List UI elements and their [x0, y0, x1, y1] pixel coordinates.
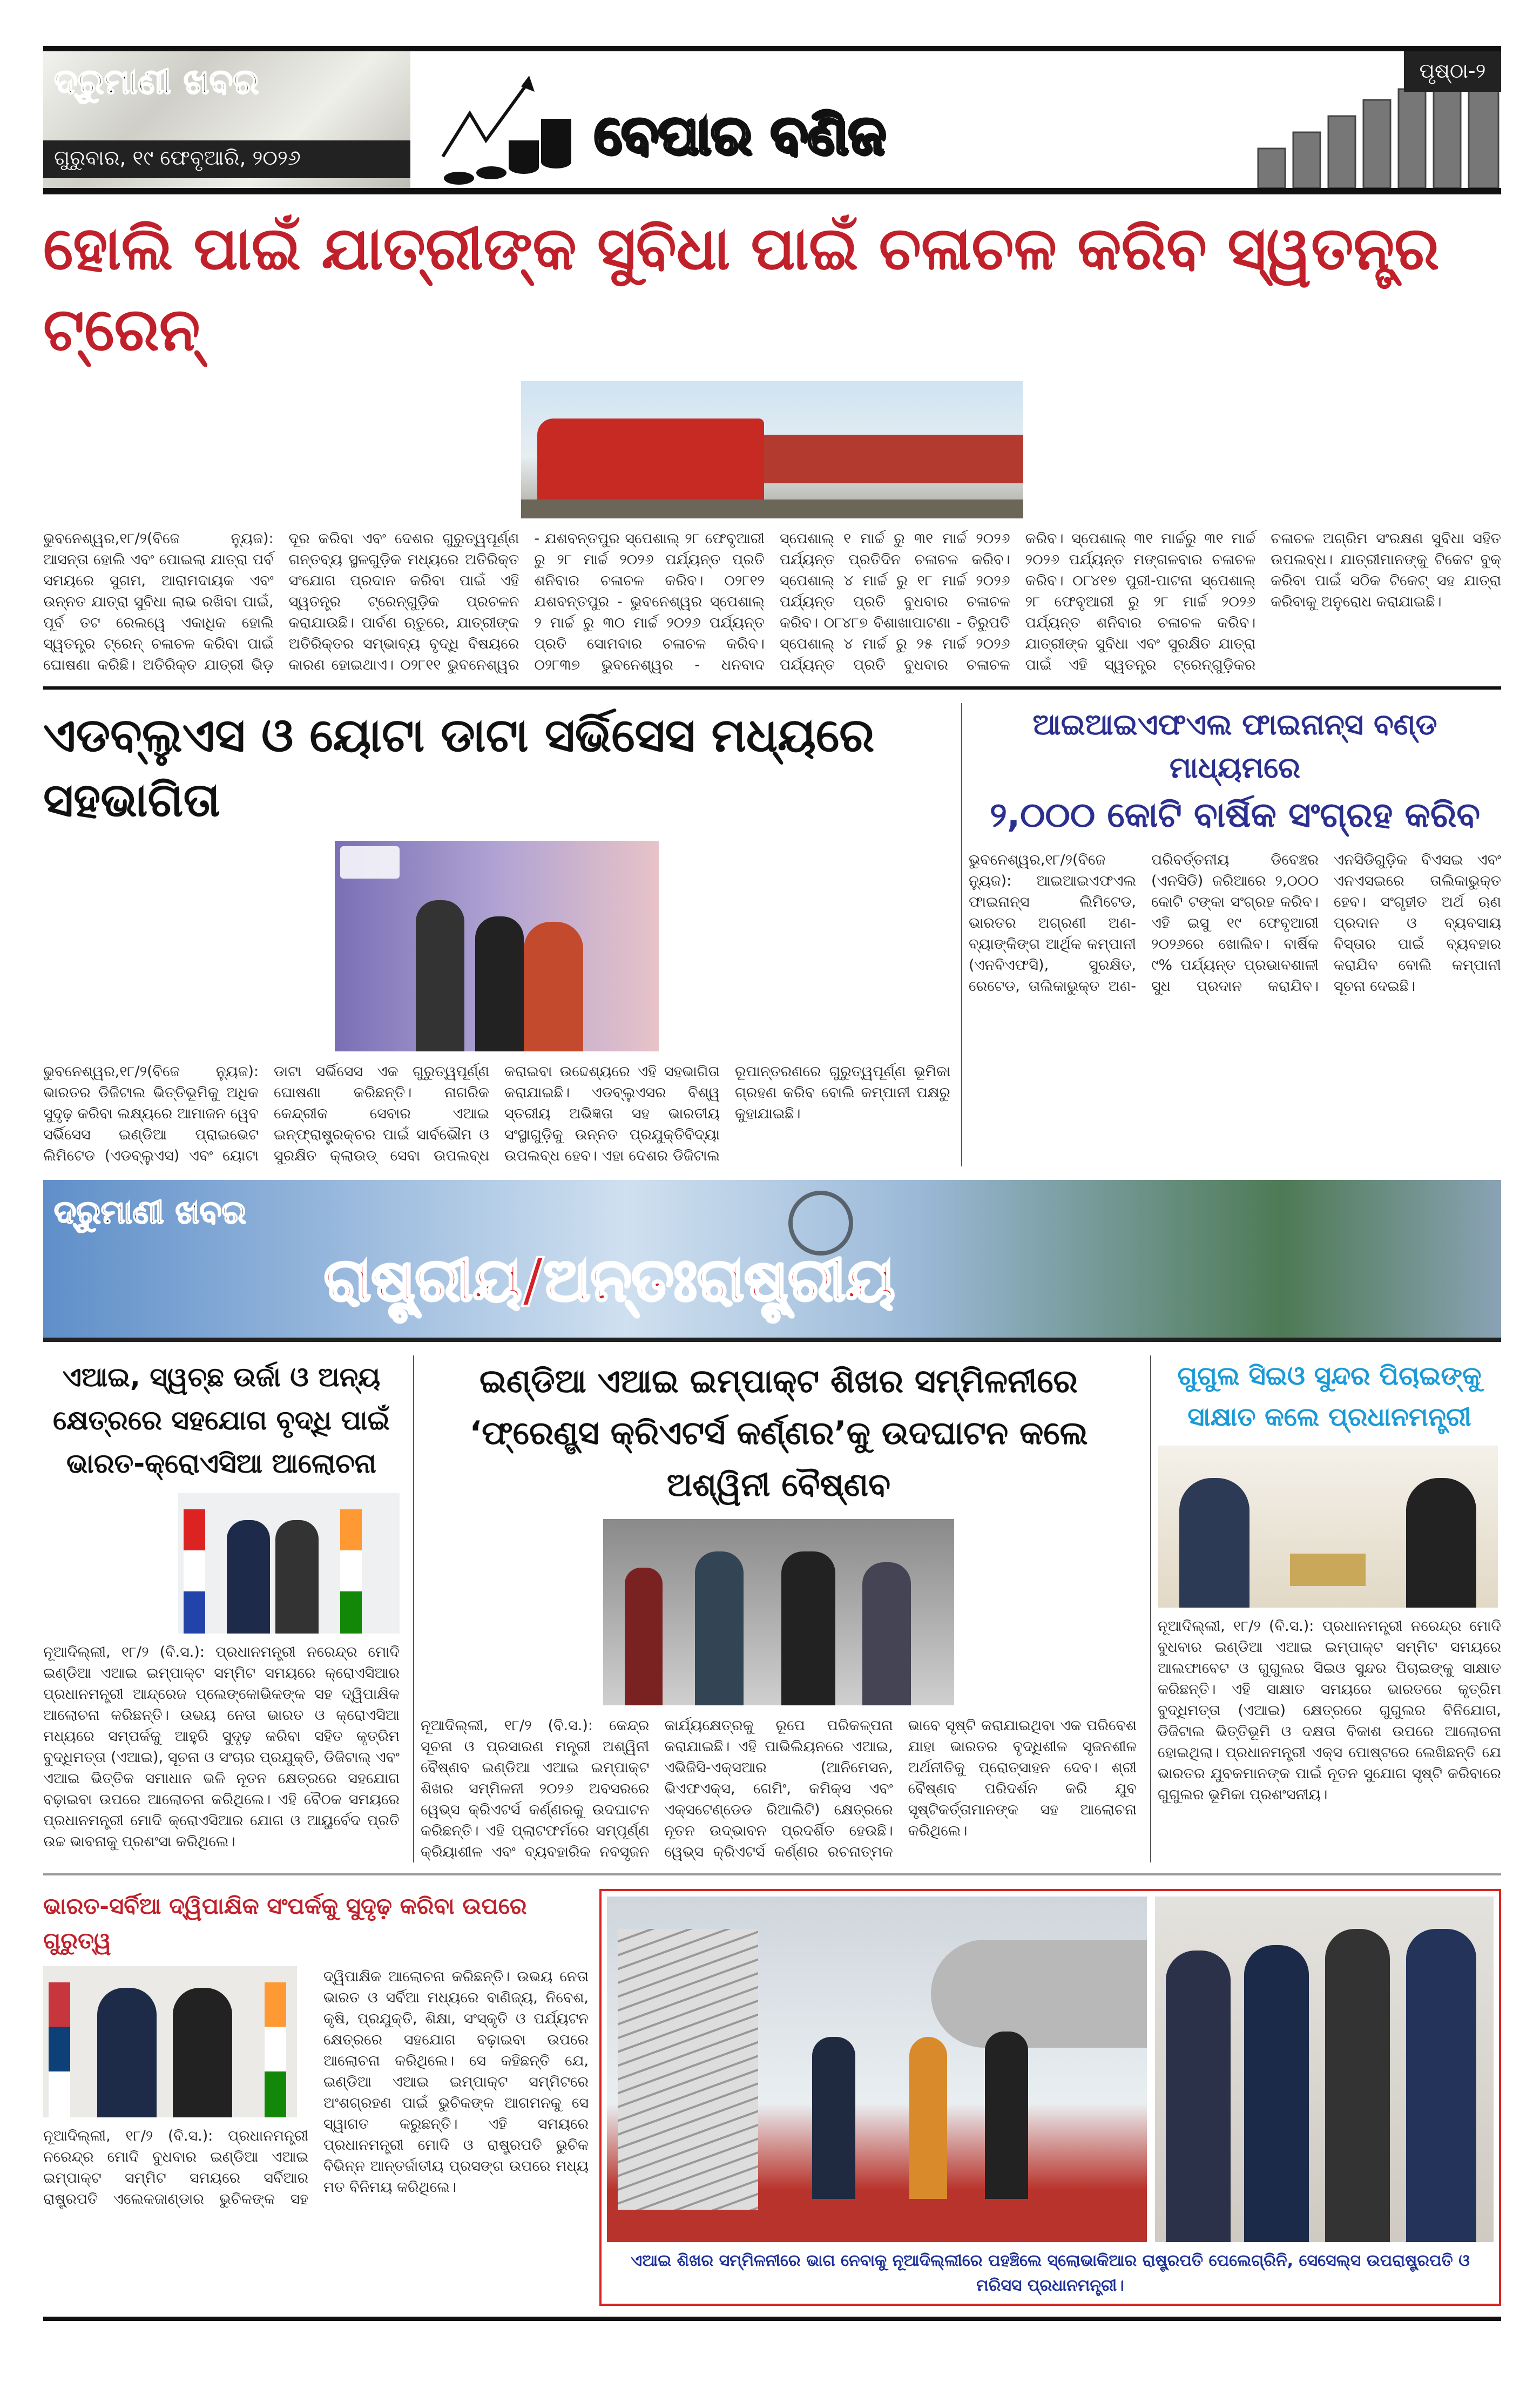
story4	[43, 1355, 400, 1862]
story7-headline: ଭାରତ-ସର୍ବିଆ ଦ୍ୱିପାକ୍ଷିକ ସଂପର୍କକୁ ସୁଦୃଢ଼ କରିବା ଉପରେ ଗୁରୁତ୍ୱ	[43, 1893, 527, 1954]
story3-headline-line1: ଆଇଆଇଏଫଏଲ ଫାଇନାନ୍ସ ବଣ୍ଡ ମାଧ୍ୟମରେ	[1032, 707, 1437, 785]
story1-body: ଭୁବନେଶ୍ୱର,୧୮/୨(ବିଜେ ନ୍ୟୁଜ): ଆସନ୍ତା ହୋଲି ଏବଂ ପୋଇଲା ଯାତ୍ରା ପର୍ବ ସମୟରେ ସୁଗମ, ଆରାମଦାୟକ ଏବଂ ଉନ୍ନତ ଯାତ୍ରା ସୁବିଧା ଲାଭ ରଖିବା ପାଇଁ, ପୂର୍ବ ତଟ ରେଲୱେ ଏକାଧିକ ହୋଲି ସ୍ୱତନ୍ତ୍ର ଟ୍ରେନ୍ ଚଳାଚଳ କରିବା ପାଇଁ ଘୋଷଣା କରିଛି। ଅତିରିକ୍ତ ଯାତ୍ରୀ ଭିଡ଼ ଦୂର କରିବା ଏବଂ ଦେଶର ଗୁରୁତ୍ୱପୂର୍ଣ୍ଣ ଗନ୍ତବ୍ୟ ସ୍ଥଳଗୁଡ଼ିକ ମଧ୍ୟରେ ଅତିରିକ୍ତ ସଂଯୋଗ ପ୍ରଦାନ କରିବା ପାଇଁ ଏହି ସ୍ୱତନ୍ତ୍ର ଟ୍ରେନ୍‌ଗୁଡ଼ିକ ପ୍ରଚଳନ କରାଯାଉଛି। ପାର୍ବଣ ଋତୁରେ, ଯାତ୍ରୀଙ୍କ ଅତିରିକ୍ତର ସମ୍ଭାବ୍ୟ ବୃଦ୍ଧି ବିଷୟରେ କାରଣ ହୋଇଥାଏ। ୦୨୮୧୧ ଭୁବନେଶ୍ୱର - ଯଶବନ୍ତପୁର ସ୍ପେଶାଲ୍ ୨୮ ଫେବୃଆରୀ ରୁ ୨୮ ମାର୍ଚ୍ଚ ୨୦୨୬ ପର୍ଯ୍ୟନ୍ତ ପ୍ରତି ଶନିବାର ଚଳାଚଳ କରିବ। ୦୨୮୧୨ ଯଶବନ୍ତପୁର - ଭୁବନେଶ୍ୱର ସ୍ପେଶାଲ୍ ୨ ମାର୍ଚ୍ଚ ରୁ ୩୦ ମାର୍ଚ୍ଚ ୨୦୨୬ ପର୍ଯ୍ୟନ୍ତ ପ୍ରତି ସୋମବାର ଚଳାଚଳ କରିବ। ୦୨୮୩୭ ଭୁବନେଶ୍ୱର - ଧନବାଦ ସ୍ପେଶାଲ୍ ୧ ମାର୍ଚ୍ଚ ରୁ ୩୧ ମାର୍ଚ୍ଚ ୨୦୨୬ ପର୍ଯ୍ୟନ୍ତ ପ୍ରତିଦିନ ଚଳାଚଳ କରିବ। ସ୍ପେଶାଲ୍ ୪ ମାର୍ଚ୍ଚ ରୁ ୧୮ ମାର୍ଚ୍ଚ ୨୦୨୬ ପର୍ଯ୍ୟନ୍ତ ପ୍ରତି ବୁଧବାର ଚଳାଚଳ କରିବ। ୦୮୪୮୭ ବିଶାଖାପାଟଣା - ତିରୁପତି ସ୍ପେଶାଲ୍ ୪ ମାର୍ଚ୍ଚ ରୁ ୨୫ ମାର୍ଚ୍ଚ ୨୦୨୬ ପର୍ଯ୍ୟନ୍ତ ପ୍ରତି ବୁଧବାର ଚଳାଚଳ କରିବ। ସ୍ପେଶାଲ୍ ୩୧ ମାର୍ଚ୍ଚରୁ ୩୧ ମାର୍ଚ୍ଚ ୨୦୨୬ ପର୍ଯ୍ୟନ୍ତ ମଙ୍ଗଳବାର ଚଳାଚଳ କରିବ। ୦୮୪୧୭ ପୁରୀ-ପାଟନା ସ୍ପେଶାଲ୍ ୨୮ ଫେବୃଆରୀ ରୁ ୨୮ ମାର୍ଚ୍ଚ ୨୦୨୬ ପର୍ଯ୍ୟନ୍ତ ଶନିବାର ଚଳାଚଳ କରିବ। ଯାତ୍ରୀଙ୍କ ସୁବିଧା ଏବଂ ସୁରକ୍ଷିତ ଯାତ୍ରା ପାଇଁ ଏହି ସ୍ୱତନ୍ତ୍ର ଟ୍ରେନ୍‌ଗୁଡ଼ିକର ଚଳାଚଳ ଅଗ୍ରିମ ସଂରକ୍ଷଣ ସୁବିଧା ସହିତ ଉପଲବ୍ଧ। ଯାତ୍ରୀମାନଙ୍କୁ ଟିକେଟ ବୁକ୍ କରିବା ପାଇଁ ସଠିକ ଟିକେଟ୍ ସହ ଯାତ୍ରା କରିବାକୁ ଅନୁରୋଧ କରାଯାଇଛି।	[43, 530, 1501, 673]
coins-chart-icon	[437, 70, 583, 189]
masthead	[43, 46, 1501, 194]
story3-headline-line2: ୨,୦୦୦ କୋଟି ବାର୍ଷିକ ସଂଗ୍ରହ କରିବ	[990, 795, 1480, 835]
story6-headline: ଗୁଗୁଲ ସିଇଓ ସୁନ୍ଦର ପିଚାଇଙ୍କୁ ସାକ୍ଷାତ କଲେ ପ୍ରଧାନମନ୍ତ୍ରୀ	[1177, 1361, 1482, 1432]
story2-body-container	[43, 841, 950, 1166]
story6-body: ନୂଆଦିଲ୍ଲୀ, ୧୮/୨ (ବି.ସ.): ପ୍ରଧାନମନ୍ତ୍ରୀ ନରେନ୍ଦ୍ର ମୋଦି ବୁଧବାର ଇଣ୍ଡିଆ ଏଆଇ ଇମ୍ପାକ୍ଟ ସମ୍ମିଟ ସମୟରେ ଆଲଫାବେଟ ଓ ଗୁଗୁଲର ସିଇଓ ସୁନ୍ଦର ପିଚାଇଙ୍କୁ ସାକ୍ଷାତ କରିଛନ୍ତି। ଏହି ସାକ୍ଷାତ ସମୟରେ ଭାରତରେ କୃତ୍ରିମ ବୁଦ୍ଧିମତ୍ତା (ଏଆଇ) କ୍ଷେତ୍ରରେ ଗୁଗୁଲର ବିନିଯୋଗ, ଡିଜିଟାଲ ଭିତ୍ତିଭୂମି ଓ ଦକ୍ଷତା ବିକାଶ ଉପରେ ଆଲୋଚନା ହୋଇଥିଲା। ପ୍ରଧାନମନ୍ତ୍ରୀ ଏକ୍ସ ପୋଷ୍ଟରେ ଲେଖିଛନ୍ତି ଯେ ଭାରତର ଯୁବକମାନଙ୍କ ପାଇଁ ନୂତନ ସୁଯୋଗ ସୃଷ୍ଟି କରିବାରେ ଗୁଗୁଲର ଭୂମିକା ପ୍ରଶଂସନୀୟ।	[1158, 1618, 1501, 1803]
story7	[43, 1889, 589, 2306]
story1-body-container	[43, 381, 1501, 676]
train-photo	[521, 381, 1023, 518]
story3-headline	[969, 703, 1501, 841]
paper-name: ଦ୍ରୁମାଣୀ ଖବର	[54, 62, 259, 102]
national-international-banner	[43, 1180, 1501, 1342]
story5-body: ନୂଆଦିଲ୍ଲୀ, ୧୮/୨ (ବି.ସ.): କେନ୍ଦ୍ର ସୂଚନା ଓ ପ୍ରସାରଣ ମନ୍ତ୍ରୀ ଅଶ୍ୱିନୀ ବୈଷ୍ଣବ ଇଣ୍ଡିଆ ଏଆଇ ଇମ୍ପାକ୍ଟ ଶିଖର ସମ୍ମିଳନୀ ୨୦୨୬ ଅବସରରେ ୱେଭ୍ସ କ୍ରିଏଟର୍ସ କର୍ଣ୍ଣରକୁ ଉଦଘାଟନ କରିଛନ୍ତି। ଏହି ପ୍ଲାଟଫର୍ମରେ ସମ୍ପୂର୍ଣ୍ଣ କ୍ରିୟାଶୀଳ ଏବଂ ବ୍ୟବହାରିକ ନବସୃଜନ କାର୍ଯ୍ୟକ୍ଷେତ୍ରକୁ ରୂପେ ପରିକଳ୍ପନା କରାଯାଇଛି। ଏହି ପାଭିଲିୟନରେ ଏଆଇ, ଏଭିଜିସି-ଏକ୍ସଆର (ଆନିମେସନ, ଭିଏଫଏକ୍ସ, ଗେମିଂ, କମିକ୍ସ ଏବଂ ଏକ୍ସଟେଣ୍ଡେଡ ରିଆଲିଟି) କ୍ଷେତ୍ରରେ ନୂତନ ଉଦ୍ଭାବନ ପ୍ରଦର୍ଶିତ ହେଉଛି। ୱେଭ୍ସ କ୍ରିଏଟର୍ସ କର୍ଣ୍ଣର ରଚନାତ୍ମକ ଭାବେ ସୃଷ୍ଟି କରାଯାଇଥିବା ଏକ ପରିବେଶ ଯାହା ଭାରତର ବୃଦ୍ଧିଶୀଳ ସୃଜନଶୀଳ ଅର୍ଥନୀତିକୁ ପ୍ରୋତ୍ସାହନ ଦେବ। ଶ୍ରୀ ବୈଷ୍ଣବ ପରିଦର୍ଶନ କରି ଯୁବ ସୃଷ୍ଟିକର୍ତ୍ତାମାନଙ୍କ ସହ ଆଲୋଚନା କରିଥିଲେ।	[421, 1717, 1137, 1860]
airport-arrival-photo	[607, 1897, 1147, 2242]
india-serbia-photo	[43, 1966, 297, 2117]
section-divider	[43, 1873, 1501, 1875]
story7-body: ନୂଆଦିଲ୍ଲୀ, ୧୮/୨ (ବି.ସ.): ପ୍ରଧାନମନ୍ତ୍ରୀ ନରେନ୍ଦ୍ର ମୋଦି ବୁଧବାର ଇଣ୍ଡିଆ ଏଆଇ ଇମ୍ପାକ୍ଟ ସମ୍ମିଟ ସମୟରେ ସର୍ବିଆର ରାଷ୍ଟ୍ରପତି ଏଲେକଜାଣ୍ଡାର ଭୁଚିକଙ୍କ ସହ ଦ୍ୱିପାକ୍ଷିକ ଆଲୋଚନା କରିଛନ୍ତି। ଉଭୟ ନେତା ଭାରତ ଓ ସର୍ବିଆ ମଧ୍ୟରେ ବାଣିଜ୍ୟ, ନିବେଶ, କୃଷି, ପ୍ରଯୁକ୍ତି, ଶିକ୍ଷା, ସଂସ୍କୃତି ଓ ପର୍ଯ୍ୟଟନ କ୍ଷେତ୍ରରେ ସହଯୋଗ ବଢ଼ାଇବା ଉପରେ ଆଲୋଚନା କରିଥିଲେ। ସେ କହିଛନ୍ତି ଯେ, ଇଣ୍ଡିଆ ଏଆଇ ଇମ୍ପାକ୍ଟ ସମ୍ମିଟରେ ଅଂଶଗ୍ରହଣ ପାଇଁ ଭୁଚିକଙ୍କ ଆଗମନକୁ ସେ ସ୍ୱାଗତ କରୁଛନ୍ତି। ଏହି ସମୟରେ ପ୍ରଧାନମନ୍ତ୍ରୀ ମୋଦି ଓ ରାଷ୍ଟ୍ରପତି ଭୁଚିକ ବିଭିନ୍ନ ଆନ୍ତର୍ଜାତୀୟ ପ୍ରସଙ୍ଗ ଉପରେ ମଧ୍ୟ ମତ ବିନିମୟ କରିଥିଲେ।	[43, 1968, 589, 2208]
newspaper-page	[43, 46, 1501, 2321]
section-divider	[43, 686, 1501, 690]
story6	[1150, 1355, 1501, 1862]
india-croatia-photo	[178, 1493, 400, 1634]
story4-headline: ଏଆଇ, ସ୍ୱଚ୍ଛ ଉର୍ଜା ଓ ଅନ୍ୟ କ୍ଷେତ୍ରରେ ସହଯୋଗ ବୃଦ୍ଧି ପାଇଁ ଭାରତ-କ୍ରୋଏସିଆ ଆଲୋଚନା	[53, 1361, 390, 1479]
story3-body: ଭୁବନେଶ୍ୱର,୧୮/୨(ବିଜେ ନ୍ୟୁଜ): ଆଇଆଇଏଫଏଲ ଫାଇନାନ୍ସ ଲିମିଟେଡ, ଭାରତର ଅଗ୍ରଣୀ ଅଣ-ବ୍ୟାଙ୍କିଙ୍ଗ ଆର୍ଥିକ କମ୍ପାନୀ (ଏନବିଏଫସି), ସୁରକ୍ଷିତ, ରେଟେଡ, ତାଲିକାଭୁକ୍ତ ଅଣ-ପରିବର୍ତ୍ତନୀୟ ଡିବେଞ୍ଚର (ଏନସିଡି) ଜରିଆରେ ୨,୦୦୦ କୋଟି ଟଙ୍କା ସଂଗ୍ରହ କରିବ। ଏହି ଇସୁ ୧୯ ଫେବୃଆରୀ ୨୦୨୬ରେ ଖୋଲିବ। ବାର୍ଷିକ ୯% ପର୍ଯ୍ୟନ୍ତ ପ୍ରଭାବଶାଳୀ ସୁଧ ପ୍ରଦାନ କରାଯିବ। ଏନସିଡିଗୁଡ଼ିକ ବିଏସଇ ଏବଂ ଏନଏସଇରେ ତାଲିକାଭୁକ୍ତ ହେବ। ସଂଗୃହୀତ ଅର୍ଥ ଋଣ ପ୍ରଦାନ ଓ ବ୍ୟବସାୟ ବିସ୍ତାର ପାଇଁ ବ୍ୟବହାର କରାଯିବ ବୋଲି କମ୍ପାନୀ ସୂଚନା ଦେଇଛି।	[969, 852, 1501, 995]
story2	[43, 703, 950, 1166]
banner-title: ରାଷ୍ଟ୍ରୀୟ/ଅନ୍ତଃରାଷ୍ଟ୍ରୀୟ	[324, 1245, 895, 1314]
creators-corner-photo	[603, 1519, 954, 1705]
page-number: ପୃଷ୍ଠା-୨	[1419, 59, 1486, 83]
awsyotta-event-photo	[335, 841, 659, 1051]
bottom-row	[43, 1889, 1501, 2306]
modi-pichai-photo	[1158, 1446, 1498, 1608]
page-number-box	[1404, 51, 1501, 92]
masthead-logo-box	[43, 51, 410, 188]
page-bottom-rule	[43, 2317, 1501, 2321]
issue-date: ଗୁରୁବାର, ୧୯ ଫେବୃଆରି, ୨୦୨୬	[54, 146, 301, 170]
arrivals-photo-box	[599, 1889, 1501, 2306]
business-row	[43, 703, 1501, 1166]
story1-headline: ହୋଲି ପାଇଁ ଯାତ୍ରୀଙ୍କ ସୁବିଧା ପାଇଁ ଚଳାଚଳ କରିବ ସ୍ୱତନ୍ତ୍ର ଟ୍ରେନ୍	[43, 214, 1440, 364]
story7-body-container	[43, 1966, 589, 2210]
story5-headline: ଇଣ୍ଡିଆ ଏଆଇ ଇମ୍ପାକ୍ଟ ଶିଖର ସମ୍ମିଳନୀରେ ‘ଫ୍ରେଣ୍ଡ୍ସ କ୍ରିଏଟର୍ସ କର୍ଣ୍ଣର’କୁ ଉଦଘାଟନ କଲେ ଅଶ୍ୱିନୀ ବୈଷ୍ଣବ	[469, 1362, 1088, 1504]
photo-caption: ଏଆଇ ଶିଖର ସମ୍ମିଳନୀରେ ଭାଗ ନେବାକୁ ନୂଆଦିଲ୍ଲୀରେ ପହଞ୍ଚିଲେ ସ୍ଲୋଭାକିଆର ରାଷ୍ଟ୍ରପତି ପେଲେଗ୍ରିନି, ସେସେଲ୍ସ ଉପରାଷ୍ଟ୍ରପତି ଓ ମରିସସ ପ୍ରଧାନମନ୍ତ୍ରୀ।	[631, 2251, 1470, 2295]
event-backdrop-logo	[340, 846, 400, 879]
story2-body: ଭୁବନେଶ୍ୱର,୧୮/୨(ବିଜେ ନ୍ୟୁଜ): ଭାରତର ଡିଜିଟାଲ ଭିତ୍ତିଭୂମିକୁ ଅଧିକ ସୁଦୃଢ଼ କରିବା ଲକ୍ଷ୍ୟରେ ଆମାଜନ ୱେବ ସର୍ଭିସେସ ଇଣ୍ଡିଆ ପ୍ରାଇଭେଟ ଲିମିଟେଡ (ଏଡବ୍ଲୁଏସ) ଏବଂ ୟୋଟା ଡାଟା ସର୍ଭିସେସ ଏକ ଗୁରୁତ୍ୱପୂର୍ଣ୍ଣ ଘୋଷଣା କରିଛନ୍ତି। ନାଗରିକ କେନ୍ଦ୍ରୀକ ସେବାର ଏଆଇ ଇନ୍‌ଫ୍ରାଷ୍ଟ୍ରକ୍ଚର ପାଇଁ ସାର୍ବଭୌମ ଓ ସୁରକ୍ଷିତ କ୍ଲାଉଡ୍ ସେବା ଉପଲବ୍ଧ କରାଇବା ଉଦ୍ଦେଶ୍ୟରେ ଏହି ସହଭାଗିତା କରାଯାଇଛି। ଏଡବ୍ଲୁଏସର ବିଶ୍ୱ ସ୍ତରୀୟ ଅଭିଜ୍ଞତା ସହ ଭାରତୀୟ ସଂସ୍ଥାଗୁଡ଼ିକୁ ଉନ୍ନତ ପ୍ରଯୁକ୍ତିବିଦ୍ୟା ଉପଲବ୍ଧ ହେବ। ଏହା ଦେଶର ଡିଜିଟାଲ ରୂପାନ୍ତରଣରେ ଗୁରୁତ୍ୱପୂର୍ଣ୍ଣ ଭୂମିକା ଗ୍ରହଣ କରିବ ବୋଲି କମ୍ପାନୀ ପକ୍ଷରୁ କୁହାଯାଇଛି।	[43, 1063, 950, 1164]
leaders-handshake-photo	[1155, 1897, 1494, 2242]
story4-body: ନୂଆଦିଲ୍ଲୀ, ୧୮/୨ (ବି.ସ.): ପ୍ରଧାନମନ୍ତ୍ରୀ ନରେନ୍ଦ୍ର ମୋଦି ଇଣ୍ଡିଆ ଏଆଇ ଇମ୍ପାକ୍ଟ ସମ୍ମିଟ ସମୟରେ କ୍ରୋଏସିଆର ପ୍ରଧାନମନ୍ତ୍ରୀ ଆନ୍ଦ୍ରେଜ ପ୍ଲେଙ୍କୋଭିକଙ୍କ ସହ ଦ୍ୱିପାକ୍ଷିକ ଆଲୋଚନା କରିଛନ୍ତି। ଉଭୟ ନେତା ଭାରତ ଓ କ୍ରୋଏସିଆ ମଧ୍ୟରେ ସମ୍ପର୍କକୁ ଆହୁରି ସୁଦୃଢ଼ କରିବା ସହିତ କୃତ୍ରିମ ବୁଦ୍ଧିମତ୍ତା (ଏଆଇ), ସୂଚନା ଓ ସଂଚାର ପ୍ରଯୁକ୍ତି, ଡିଜିଟାଲ୍ ଏବଂ ଏଆଇ ଭିତ୍ତିକ ସମାଧାନ ଭଳି ନୂତନ କ୍ଷେତ୍ରରେ ସହଯୋଗ ବଢ଼ାଇବା ଉପରେ ଆଲୋଚନା କରିଥିଲେ। ଏହି ବୈଠକ ସମୟରେ ପ୍ରଧାନମନ୍ତ୍ରୀ ମୋଦି କ୍ରୋଏସିଆର ଯୋଗ ଓ ଆୟୁର୍ବେଦ ପ୍ରତି ଉଚ୍ଚ ଭାବନାକୁ ପ୍ରଶଂସା କରିଥିଲେ।	[43, 1644, 400, 1850]
date-bar	[43, 140, 410, 178]
banner-paper-name: ଦ୍ରୁମାଣୀ ଖବର	[54, 1193, 246, 1231]
story2-headline: ଏଡବ୍ଲୁଏସ ଓ ୟୋଟା ଡାଟା ସର୍ଭିସେସ ମଧ୍ୟରେ ସହଭାଗିତା	[43, 708, 875, 827]
story5-body-container	[421, 1519, 1137, 1862]
section-title: ବେପାର ବଣିଜ	[594, 103, 886, 166]
national-row	[43, 1355, 1501, 1862]
story3	[961, 703, 1501, 1166]
story5	[413, 1355, 1137, 1862]
